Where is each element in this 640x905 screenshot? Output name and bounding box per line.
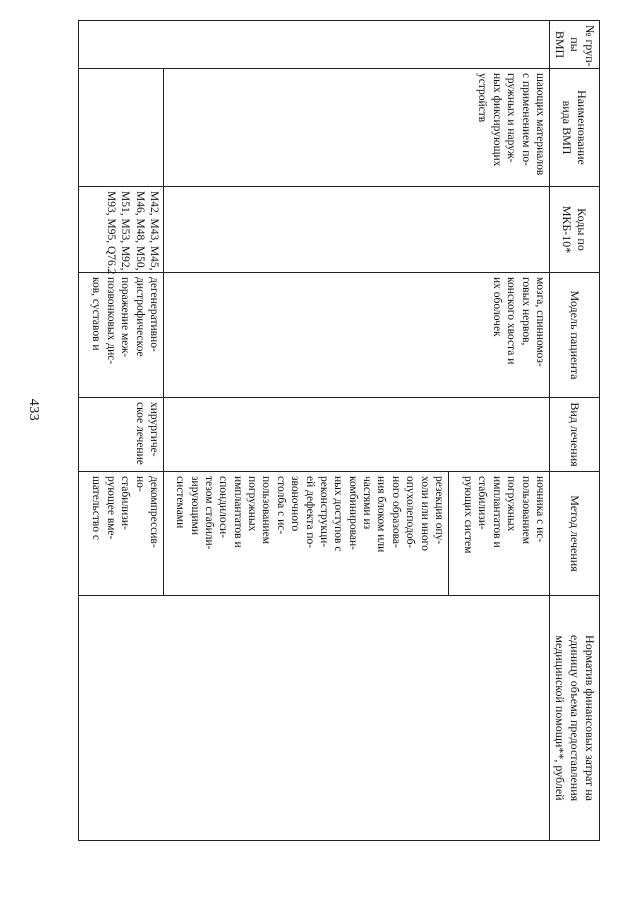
cell-text-line: шающих материалов [534, 73, 546, 176]
cell-text-line: холи или иного [418, 476, 431, 551]
cell-text-line: M51, M53, M92, [119, 191, 132, 271]
cell-treatment-method [164, 472, 449, 596]
cell-text-line: M93, M95, Q76.2 [104, 191, 117, 275]
cell-text-line: Модель пациента [568, 290, 582, 380]
header-group-number [550, 21, 600, 69]
cell-text-line: единицу объема предоставления [568, 634, 582, 802]
cell-text-line: ВМП [553, 30, 567, 59]
cell-treatment-type [164, 398, 550, 472]
cell-text-line: опухолеподоб- [404, 476, 417, 549]
cell-patient-model [79, 273, 164, 398]
cell-text-line: Вид лечения [568, 402, 582, 467]
cell-text-line: имплантатов и [490, 476, 503, 548]
cell-text-line: резекция опу- [433, 476, 445, 545]
cell-icd-codes [79, 187, 164, 273]
cell-text-line: Метод лечения [568, 495, 582, 572]
cell-text-line: стабилизи- [476, 476, 489, 530]
cell-text-line: имплантатов и [231, 476, 244, 548]
cell-text-line: столба с ис- [274, 476, 287, 535]
cell-text-line: реконструкци- [318, 476, 330, 548]
header-icd-codes [550, 187, 600, 273]
cell-text-line: пользованием [519, 476, 532, 545]
vmp-table [78, 20, 600, 841]
cell-text-line: ночника с ис- [534, 476, 546, 543]
cell-treatment-type [79, 398, 164, 472]
cell-financial-norm [79, 596, 550, 841]
cell-group-number [79, 21, 550, 69]
cell-vmp-name [79, 69, 164, 187]
cell-text-line: ков, суставов и [90, 277, 103, 351]
cell-text-line: МКБ-10* [560, 205, 575, 254]
cell-text-line: конского хвоста и [505, 277, 518, 365]
cell-text-line: поражение меж- [119, 277, 132, 358]
cell-text-line: ных фиксирующих [490, 73, 503, 167]
cell-text-line: системами [174, 476, 187, 529]
cell-text-line: дегенеративно- [148, 277, 160, 352]
cell-text-line: пользованием [260, 476, 273, 545]
cell-text-line: Наименование [575, 90, 590, 165]
cell-text-line: спондилоси- [217, 476, 230, 539]
cell-patient-model [164, 273, 550, 398]
table-header-row [550, 21, 600, 841]
cell-text-line: комбинирован- [346, 476, 359, 550]
cell-text-line: вида ВМП [560, 100, 575, 155]
header-financial-norm [550, 596, 600, 841]
cell-text-line: но- [133, 476, 146, 492]
cell-treatment-method [449, 472, 550, 596]
header-vmp-name [550, 69, 600, 187]
cell-text-line: рующее вме- [104, 476, 117, 540]
page-number: 433 [26, 398, 41, 422]
cell-text-line: Норматив финансовых затрат на [583, 635, 597, 801]
cell-text-line: дистрофическое [133, 277, 146, 357]
cell-text-line: M46, M48, M50, [133, 191, 146, 271]
cell-text-line: устройств [476, 73, 489, 123]
cell-text-line: их оболочек [490, 277, 503, 337]
cell-text-line: медицинской помощи**, рублей [553, 635, 567, 801]
cell-icd-codes [164, 187, 550, 273]
cell-text-line: с применением по- [519, 73, 532, 166]
cell-text-line: ных доступов с [332, 476, 345, 552]
cell-text-line: рующих систем [462, 476, 475, 554]
cell-text-line: позвонковых дис- [104, 277, 117, 365]
cell-text-line: погружных [505, 476, 518, 532]
cell-vmp-name [164, 69, 550, 187]
cell-text-line: говых нервов, [519, 277, 532, 346]
cell-text-line: M42, M43, M45, [148, 191, 160, 271]
cell-text-line: зирующими [188, 476, 201, 536]
header-patient-model [550, 273, 600, 398]
cell-text-line: ния блоком или [375, 476, 388, 553]
header-treatment-type [550, 398, 600, 472]
cell-text-line: пы [568, 37, 582, 52]
cell-treatment-method [79, 472, 164, 596]
cell-text-line: № груп- [583, 25, 597, 67]
cell-text-line: звоночного [289, 476, 302, 532]
cell-text-line: декомпрессив- [148, 476, 160, 548]
cell-text-line: ское лечение [133, 402, 146, 465]
cell-text-line: ного образова- [389, 476, 402, 548]
table-row [449, 21, 550, 841]
cell-text-line: гружных и наруж- [505, 73, 518, 163]
header-treatment-method [550, 472, 600, 596]
cell-text-line: шательство с [90, 476, 103, 540]
rotated-table-page [90, 20, 600, 840]
cell-text-line: погружных [246, 476, 259, 532]
cell-text-line: стабилизи- [119, 476, 132, 530]
cell-text-line: хирургиче- [148, 402, 160, 457]
cell-text-line: тезом стабили- [203, 476, 215, 550]
cell-text-line: ей дефекта по- [303, 476, 316, 549]
cell-text-line: мозга, спинномоз- [534, 277, 546, 367]
cell-text-line: частями из [361, 476, 374, 530]
cell-text-line: Коды по [575, 208, 590, 251]
